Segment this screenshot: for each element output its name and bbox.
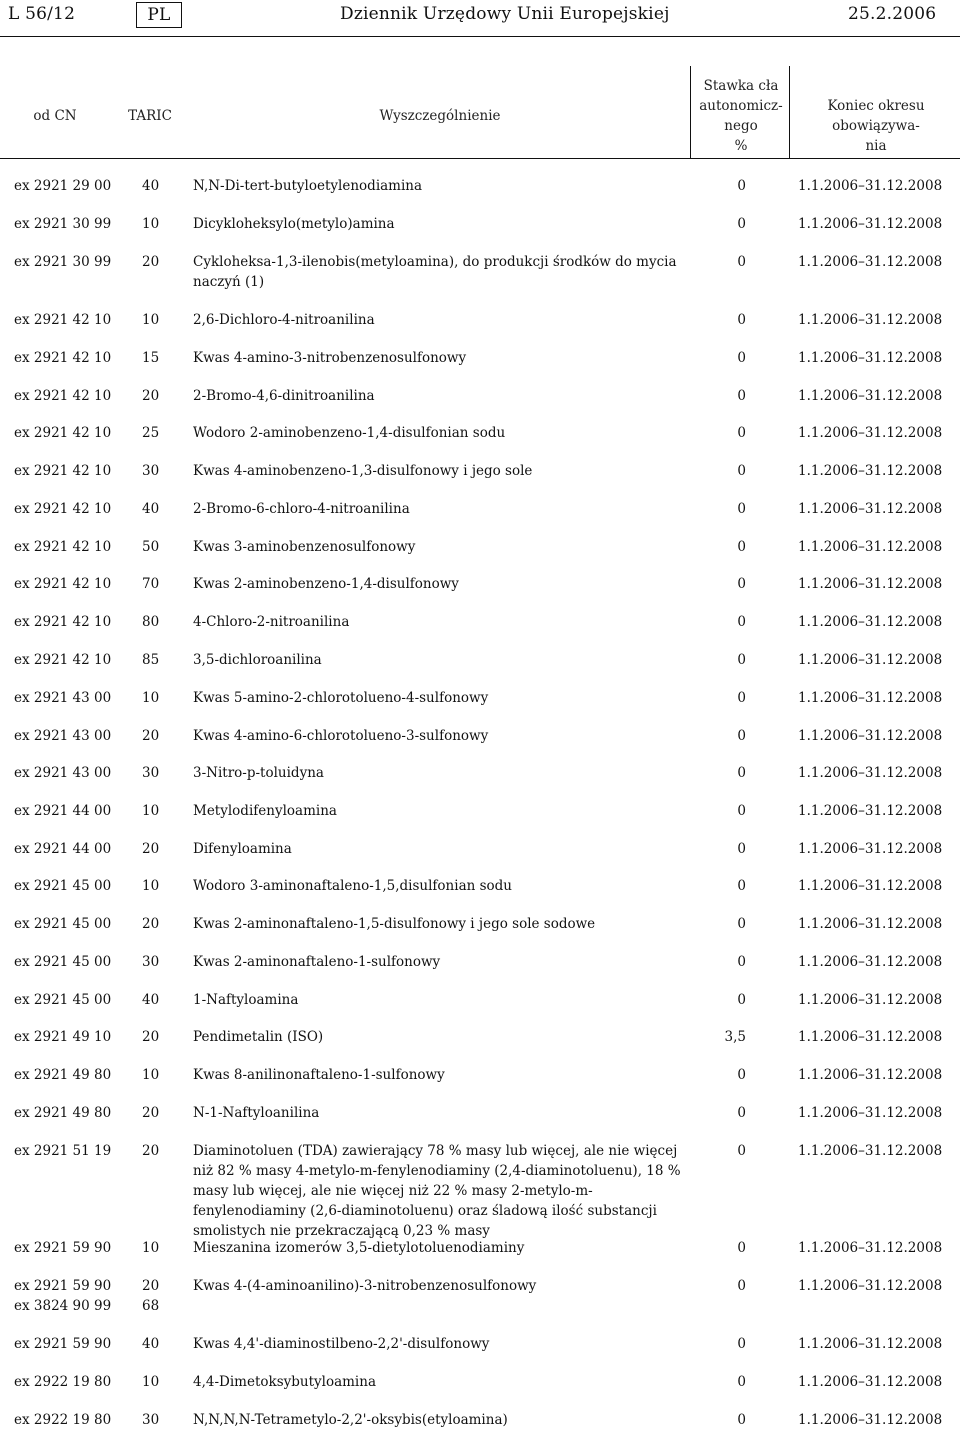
validity-period: 1.1.2006–31.12.2008 xyxy=(798,216,943,232)
taric-code xyxy=(142,499,159,519)
cn-code xyxy=(14,461,111,481)
product-description: Kwas 4-(4-aminoanilino)-3-nitrobenzenosulfonowy xyxy=(193,1278,537,1294)
validity-period: 1.1.2006–31.12.2008 xyxy=(798,1029,943,1045)
col-head-period-line: Koniec okresu obowiązywa- xyxy=(827,98,925,134)
cn-code xyxy=(14,1276,111,1316)
cn-code xyxy=(14,1372,111,1392)
duty-rate: 0 xyxy=(737,1105,746,1121)
duty-rate: 0 xyxy=(737,728,746,744)
taric-code-line: 15 xyxy=(142,350,160,366)
validity-period: 1.1.2006–31.12.2008 xyxy=(798,312,943,328)
cn-code xyxy=(14,310,111,330)
cn-code-line: ex 2921 51 19 xyxy=(14,1143,112,1159)
taric-code xyxy=(142,386,159,406)
cn-code-line: ex 2921 42 10 xyxy=(14,652,112,668)
taric-code xyxy=(142,1103,159,1123)
cn-code xyxy=(14,1027,111,1047)
taric-code-line: 10 xyxy=(142,1067,160,1083)
product-description: 2,6-Dichloro-4-nitroanilina xyxy=(193,312,375,328)
cn-code-line: ex 2921 45 00 xyxy=(14,954,112,970)
product-description: Dicykloheksylo(metylo)amina xyxy=(193,216,395,232)
publication-date: 25.2.2006 xyxy=(848,4,937,24)
taric-code xyxy=(142,1410,159,1430)
duty-rate: 0 xyxy=(737,1374,746,1390)
taric-code xyxy=(142,612,159,632)
cn-code xyxy=(14,1065,111,1085)
validity-period: 1.1.2006–31.12.2008 xyxy=(798,1374,943,1390)
cn-code xyxy=(14,386,111,406)
taric-code-line: 30 xyxy=(142,463,160,479)
duty-rate: 0 xyxy=(737,1412,746,1428)
taric-code xyxy=(142,214,159,234)
product-description: Kwas 2-aminobenzeno-1,4-disulfonowy xyxy=(193,576,459,592)
cn-code xyxy=(14,423,111,443)
cn-code-line: ex 2921 59 90 xyxy=(14,1240,112,1256)
duty-rate: 0 xyxy=(737,765,746,781)
duty-rate: 3,5 xyxy=(724,1029,746,1045)
taric-code xyxy=(142,763,159,783)
product-description: 1-Naftyloamina xyxy=(193,992,299,1008)
taric-code xyxy=(142,461,159,481)
taric-code-line: 80 xyxy=(142,614,160,630)
cn-code xyxy=(14,252,111,272)
taric-code xyxy=(142,537,159,557)
duty-rate: 0 xyxy=(737,178,746,194)
validity-period: 1.1.2006–31.12.2008 xyxy=(798,254,943,270)
taric-code-line: 70 xyxy=(142,576,160,592)
taric-code xyxy=(142,310,159,330)
cn-code-line: ex 2921 42 10 xyxy=(14,539,112,555)
cn-code xyxy=(14,650,111,670)
validity-period: 1.1.2006–31.12.2008 xyxy=(798,501,943,517)
product-description: 2-Bromo-4,6-dinitroanilina xyxy=(193,388,375,404)
validity-period: 1.1.2006–31.12.2008 xyxy=(798,425,943,441)
col-head-period-line: nia xyxy=(865,138,887,154)
taric-code-line: 25 xyxy=(142,425,160,441)
cn-code xyxy=(14,1410,111,1430)
cn-code xyxy=(14,1334,111,1354)
cn-code-line: ex 2921 42 10 xyxy=(14,425,112,441)
duty-rate: 0 xyxy=(737,803,746,819)
duty-rate: 0 xyxy=(737,954,746,970)
cn-code-line: ex 3824 90 99 xyxy=(14,1298,112,1314)
col-head-description: Wyszczególnienie xyxy=(379,108,501,124)
duty-rate: 0 xyxy=(737,501,746,517)
duty-rate: 0 xyxy=(737,425,746,441)
validity-period: 1.1.2006–31.12.2008 xyxy=(798,992,943,1008)
product-description: 3-Nitro-p-toluidyna xyxy=(193,765,324,781)
product-description: Kwas 3-aminobenzenosulfonowy xyxy=(193,539,416,555)
cn-code-line: ex 2921 43 00 xyxy=(14,765,112,781)
taric-code-line: 10 xyxy=(142,878,160,894)
page-number: L 56/12 xyxy=(8,4,76,24)
taric-code xyxy=(142,423,159,443)
taric-code xyxy=(142,1276,159,1316)
cn-code xyxy=(14,612,111,632)
validity-period: 1.1.2006–31.12.2008 xyxy=(798,728,943,744)
taric-code-line: 10 xyxy=(142,1374,160,1390)
cn-code-line: ex 2921 59 90 xyxy=(14,1336,112,1352)
cn-code xyxy=(14,214,111,234)
col-head-cn: od CN xyxy=(33,108,77,124)
validity-period: 1.1.2006–31.12.2008 xyxy=(798,841,943,857)
cn-code-line: ex 2921 49 80 xyxy=(14,1105,112,1121)
cn-code-line: ex 2921 42 10 xyxy=(14,350,112,366)
validity-period: 1.1.2006–31.12.2008 xyxy=(798,178,943,194)
validity-period: 1.1.2006–31.12.2008 xyxy=(798,350,943,366)
product-description: Kwas 4-amino-3-nitrobenzenosulfonowy xyxy=(193,350,467,366)
duty-rate: 0 xyxy=(737,388,746,404)
taric-code xyxy=(142,1372,159,1392)
validity-period: 1.1.2006–31.12.2008 xyxy=(798,1336,943,1352)
cn-code xyxy=(14,726,111,746)
taric-code xyxy=(142,990,159,1010)
duty-rate: 0 xyxy=(737,1240,746,1256)
taric-code-line: 40 xyxy=(142,992,160,1008)
product-description: Kwas 4-aminobenzeno-1,3-disulfonowy i jego sole xyxy=(193,463,533,479)
cn-code-line: ex 2921 49 80 xyxy=(14,1067,112,1083)
taric-code xyxy=(142,176,159,196)
taric-code xyxy=(142,726,159,746)
duty-rate: 0 xyxy=(737,312,746,328)
product-description: Mieszanina izomerów 3,5-dietylotoluenodiaminy xyxy=(193,1240,525,1256)
cn-code-line: ex 2921 43 00 xyxy=(14,728,112,744)
taric-code xyxy=(142,348,159,368)
taric-code-line: 20 xyxy=(142,916,160,932)
duty-rate: 0 xyxy=(737,539,746,555)
cn-code-line: ex 2921 49 10 xyxy=(14,1029,112,1045)
product-description: Wodoro 3-aminonaftaleno-1,5,disulfonian sodu xyxy=(193,878,512,894)
cn-code xyxy=(14,688,111,708)
cn-code-line: ex 2921 30 99 xyxy=(14,254,112,270)
taric-code-line: 20 xyxy=(142,1143,160,1159)
taric-code xyxy=(142,1141,159,1161)
validity-period: 1.1.2006–31.12.2008 xyxy=(798,1105,943,1121)
duty-rate: 0 xyxy=(737,652,746,668)
cn-code xyxy=(14,176,111,196)
product-description: N,N-Di-tert-butyloetylenodiamina xyxy=(193,178,423,194)
cn-code-line: ex 2921 44 00 xyxy=(14,803,112,819)
taric-code-line: 20 xyxy=(142,388,160,404)
product-description: N,N,N,N-Tetrametylo-2,2'-oksybis(etyloamina) xyxy=(193,1412,508,1428)
taric-code-line: 10 xyxy=(142,216,160,232)
cn-code xyxy=(14,537,111,557)
cn-code xyxy=(14,1141,111,1161)
cn-code-line: ex 2921 42 10 xyxy=(14,576,112,592)
taric-code-line: 40 xyxy=(142,501,160,517)
taric-code xyxy=(142,876,159,896)
duty-rate: 0 xyxy=(737,841,746,857)
duty-rate: 0 xyxy=(737,992,746,1008)
validity-period: 1.1.2006–31.12.2008 xyxy=(798,388,943,404)
validity-period: 1.1.2006–31.12.2008 xyxy=(798,1412,943,1428)
cn-code-line: ex 2921 42 10 xyxy=(14,312,112,328)
cn-code-line: ex 2922 19 80 xyxy=(14,1412,112,1428)
product-description: Kwas 8-anilinonaftaleno-1-sulfonowy xyxy=(193,1067,445,1083)
validity-period: 1.1.2006–31.12.2008 xyxy=(798,690,943,706)
taric-code-line: 20 xyxy=(142,254,160,270)
taric-code-line: 85 xyxy=(142,652,160,668)
language-code-box: PL xyxy=(136,2,182,28)
cn-code xyxy=(14,990,111,1010)
product-description: Pendimetalin (ISO) xyxy=(193,1029,324,1045)
validity-period: 1.1.2006–31.12.2008 xyxy=(798,652,943,668)
cn-code-line: ex 2921 30 99 xyxy=(14,216,112,232)
duty-rate: 0 xyxy=(737,878,746,894)
taric-code-line: 20 xyxy=(142,1105,160,1121)
taric-code-line: 20 xyxy=(142,1029,160,1045)
taric-code xyxy=(142,574,159,594)
taric-code xyxy=(142,1334,159,1354)
product-description: 4,4-Dimetoksybutyloamina xyxy=(193,1374,376,1390)
product-description: 2-Bromo-6-chloro-4-nitroanilina xyxy=(193,501,410,517)
cn-code-line: ex 2921 45 00 xyxy=(14,992,112,1008)
product-description: Kwas 5-amino-2-chlorotolueno-4-sulfonowy xyxy=(193,690,489,706)
taric-code-line: 68 xyxy=(142,1298,160,1314)
product-description: 3,5-dichloroanilina xyxy=(193,652,322,668)
product-description: N-1-Naftyloanilina xyxy=(193,1105,320,1121)
cn-code-line: ex 2921 42 10 xyxy=(14,463,112,479)
product-description: Cykloheksa-1,3-ilenobis(metyloamina), do produkcji środków do mycia naczyń (1) xyxy=(193,254,677,290)
duty-rate: 0 xyxy=(737,1336,746,1352)
cn-code xyxy=(14,1103,111,1123)
cn-code xyxy=(14,574,111,594)
taric-code xyxy=(142,688,159,708)
validity-period: 1.1.2006–31.12.2008 xyxy=(798,539,943,555)
cn-code xyxy=(14,914,111,934)
validity-period: 1.1.2006–31.12.2008 xyxy=(798,1143,943,1159)
validity-period: 1.1.2006–31.12.2008 xyxy=(798,463,943,479)
cn-code xyxy=(14,952,111,972)
cn-code xyxy=(14,763,111,783)
cn-code-line: ex 2921 45 00 xyxy=(14,916,112,932)
validity-period: 1.1.2006–31.12.2008 xyxy=(798,916,943,932)
cn-code-line: ex 2921 43 00 xyxy=(14,690,112,706)
taric-code-line: 10 xyxy=(142,690,160,706)
taric-code xyxy=(142,801,159,821)
cn-code-line: ex 2921 45 00 xyxy=(14,878,112,894)
taric-code-line: 40 xyxy=(142,1336,160,1352)
product-description: Difenyloamina xyxy=(193,841,292,857)
taric-code xyxy=(142,914,159,934)
product-description: Kwas 4-amino-6-chlorotolueno-3-sulfonowy xyxy=(193,728,489,744)
product-description: Kwas 2-aminonaftaleno-1,5-disulfonowy i jego sole sodowe xyxy=(193,916,596,932)
duty-rate: 0 xyxy=(737,690,746,706)
validity-period: 1.1.2006–31.12.2008 xyxy=(798,1278,943,1294)
col-head-taric: TARIC xyxy=(128,108,172,124)
cn-code-line: ex 2921 42 10 xyxy=(14,614,112,630)
taric-code-line: 20 xyxy=(142,728,160,744)
taric-code xyxy=(142,952,159,972)
taric-code-line: 30 xyxy=(142,954,160,970)
taric-code-line: 20 xyxy=(142,1278,160,1294)
col-head-rate-line: autonomicz- xyxy=(699,98,783,114)
cn-code xyxy=(14,839,111,859)
cn-code-line: ex 2922 19 80 xyxy=(14,1374,112,1390)
taric-code-line: 10 xyxy=(142,312,160,328)
product-description: Diaminotoluen (TDA) zawierający 78 % masy lub więcej, ale nie więcej niż 82 % masy 4-metylo-m-fenylenodiaminy (2,4-diaminotoluenu), 18 % masy lub więcej, ale nie więcej niż 22 % masy 2-metylo-m-fenylenodiaminy (2,6-diaminotoluenu) oraz śladową ilość substancji smolistych nie przekraczającą 0,23 % masy xyxy=(193,1143,681,1239)
duty-rate: 0 xyxy=(737,1278,746,1294)
duty-rate: 0 xyxy=(737,350,746,366)
cn-code xyxy=(14,876,111,896)
cn-code-line: ex 2921 44 00 xyxy=(14,841,112,857)
duty-rate: 0 xyxy=(737,1143,746,1159)
cn-code xyxy=(14,801,111,821)
col-head-rate-line: % xyxy=(734,138,748,154)
taric-code-line: 50 xyxy=(142,539,160,555)
taric-code-line: 10 xyxy=(142,803,160,819)
product-description: Wodoro 2-aminobenzeno-1,4-disulfonian sodu xyxy=(193,425,506,441)
col-head-rate-line: Stawka cła xyxy=(703,78,779,94)
duty-rate: 0 xyxy=(737,614,746,630)
validity-period: 1.1.2006–31.12.2008 xyxy=(798,765,943,781)
cn-code-line: ex 2921 29 00 xyxy=(14,178,112,194)
taric-code-line: 30 xyxy=(142,765,160,781)
taric-code-line: 30 xyxy=(142,1412,160,1428)
validity-period: 1.1.2006–31.12.2008 xyxy=(798,614,943,630)
cn-code-line: ex 2921 59 90 xyxy=(14,1278,112,1294)
cn-code-line: ex 2921 42 10 xyxy=(14,388,112,404)
taric-code xyxy=(142,1027,159,1047)
duty-rate: 0 xyxy=(737,254,746,270)
taric-code xyxy=(142,1238,159,1258)
duty-rate: 0 xyxy=(737,1067,746,1083)
validity-period: 1.1.2006–31.12.2008 xyxy=(798,803,943,819)
duty-rate: 0 xyxy=(737,463,746,479)
journal-title: Dziennik Urzędowy Unii Europejskiej xyxy=(340,4,670,24)
product-description: Metylodifenyloamina xyxy=(193,803,337,819)
cn-code xyxy=(14,348,111,368)
cn-code-line: ex 2921 42 10 xyxy=(14,501,112,517)
duty-rate: 0 xyxy=(737,576,746,592)
validity-period: 1.1.2006–31.12.2008 xyxy=(798,576,943,592)
taric-code-line: 20 xyxy=(142,841,160,857)
validity-period: 1.1.2006–31.12.2008 xyxy=(798,1240,943,1256)
duty-rate: 0 xyxy=(737,216,746,232)
duty-rate: 0 xyxy=(737,916,746,932)
product-description: Kwas 4,4'-diaminostilbeno-2,2'-disulfonowy xyxy=(193,1336,490,1352)
product-description: 4-Chloro-2-nitroanilina xyxy=(193,614,350,630)
validity-period: 1.1.2006–31.12.2008 xyxy=(798,954,943,970)
col-head-rate-line: nego xyxy=(724,118,758,134)
taric-code-line: 40 xyxy=(142,178,160,194)
product-description: Kwas 2-aminonaftaleno-1-sulfonowy xyxy=(193,954,441,970)
cn-code xyxy=(14,499,111,519)
taric-code-line: 10 xyxy=(142,1240,160,1256)
taric-code xyxy=(142,1065,159,1085)
taric-code xyxy=(142,650,159,670)
validity-period: 1.1.2006–31.12.2008 xyxy=(798,1067,943,1083)
cn-code xyxy=(14,1238,111,1258)
taric-code xyxy=(142,839,159,859)
validity-period: 1.1.2006–31.12.2008 xyxy=(798,878,943,894)
taric-code xyxy=(142,252,159,272)
